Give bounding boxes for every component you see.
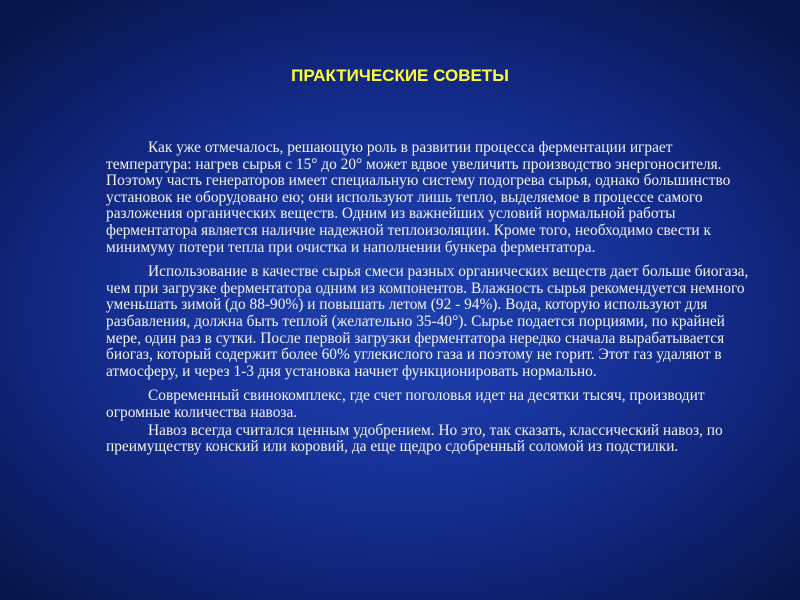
paragraph-pig-complex: Современный свинокомплекс, где счет поголовья идет на десятки тысяч, производит огромные количества навоза. (106, 387, 705, 421)
paragraph-manure: Навоз всегда считался ценным удобрением. Но это, так сказать, классический навоз, по преимуществу конский или коровий, да еще щедро сдобренный соломой из подстилки. (106, 421, 723, 456)
paragraph-raw-material: Использование в качестве сырья смеси разных органических веществ дает больше биогаза, чем при загрузке ферментатора одним из компонентов. Влажность сырья рекомендуется немного уменьшать зимой (до 88-90%) и повышать летом (92 - 94%). Вода, которую используют для разбавления, должна быть теплой (желательно 35-40°). Сырье подается порциями, по крайней мере, один раз в сутки. После первой загрузки ферментатора нередко сначала вырабатывается биогаз, который содержит более 60% углекислого газа и поэтому не горит. Этот газ удаляют в атмосферу, и через 1-3 дня установка начнет функционировать нормально. (106, 263, 749, 380)
slide-body (106, 140, 754, 456)
paragraph-temperature: Как уже отмечалось, решающую роль в развитии процесса ферментации играет температура: нагрев сырья с 15° до 20° может вдвое увеличить производство энергоносителя. Поэтому часть генераторов имеет специальную систему подогрева сырья, однако большинство установок не оборудовано ею; они используют лишь тепло, выделяемое в процессе самого разложения органических веществ. Одним из важнейших условий нормальной работы ферментатора является наличие надежной теплоизоляции. Кроме того, необходимо свести к минимуму потери тепла при очистка и наполнении бункера ферментатора. (106, 139, 731, 256)
slide-title: ПРАКТИЧЕСКИЕ СОВЕТЫ (291, 66, 509, 85)
